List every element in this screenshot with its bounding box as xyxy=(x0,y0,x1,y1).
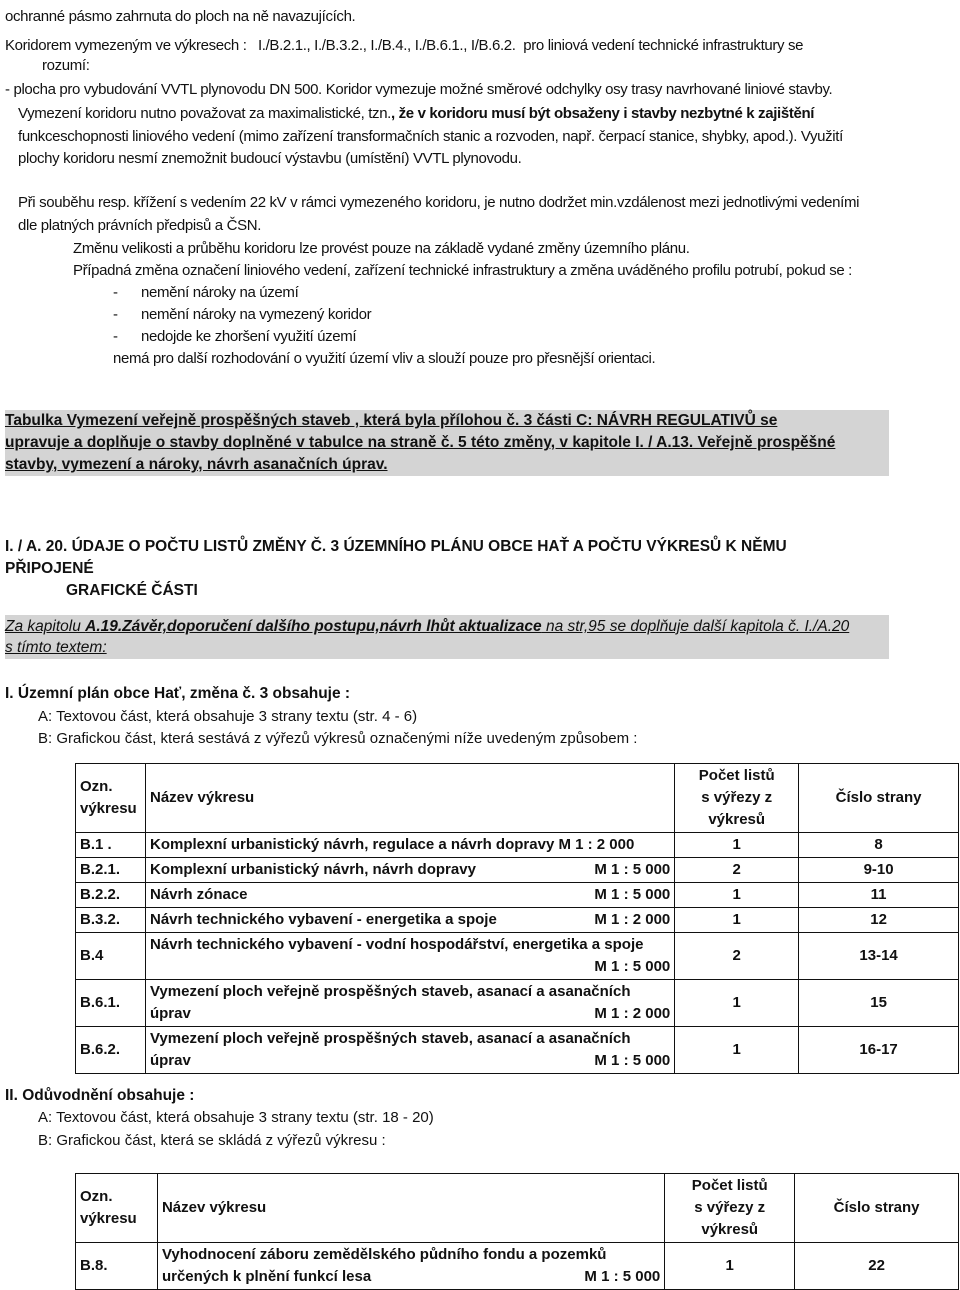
table-row: B.4 Návrh technického vybavení - vodní hospodářství, energetika a spoje M 1 : 5 000 2 13-14 xyxy=(76,933,959,980)
bullet-dash: - xyxy=(113,328,118,345)
bullet-dash: - xyxy=(113,306,118,323)
section-heading: PŘIPOJENÉ xyxy=(5,560,94,577)
text-line: plochy koridoru nesmí znemožnit budoucí výstavbu (umístění) VVTL plynovodu. xyxy=(18,150,522,167)
highlight-block xyxy=(5,410,889,476)
table-header-row xyxy=(76,764,959,833)
highlight-line: Tabulka Vymezení veřejně prospěšných staveb , která byla přílohou č. 3 části C: NÁVRH REGULATIVŮ se xyxy=(5,412,778,429)
bullet-dash: - xyxy=(113,284,118,301)
section-heading: GRAFICKÉ ČÁSTI xyxy=(66,582,198,599)
text-line: B: Grafickou část, která sestává z výřezů výkresů označenými níže uvedeným způsobem : xyxy=(38,730,638,747)
justification-table xyxy=(75,1173,959,1290)
highlight-line: upravuje a doplňuje o stavby doplněné v tabulce na straně č. 5 této změny, v kapitole I. / A.13. Veřejně prospěšné xyxy=(5,434,836,451)
header-cislo: Číslo strany xyxy=(799,764,959,833)
text-line: dle platných právních předpisů a ČSN. xyxy=(18,217,262,234)
header-nazev: Název výkresu xyxy=(145,764,674,833)
table-row: B.2.1. Komplexní urbanistický návrh, návrh dopravy M 1 : 5 000 2 9-10 xyxy=(76,858,959,883)
text-line: nemá pro další rozhodování o využití území vliv a slouží pouze pro přesnější orientaci. xyxy=(113,350,656,367)
text-line: funkceschopnosti liniového vedení (mimo zařízení transformačních stanic a rozvoden, např. čerpací stanice, shybky, apod.). Využití xyxy=(18,128,843,145)
text-line: Vymezení koridoru nutno považovat za maximalistické, tzn., že v koridoru musí být obsaženy i stavby nezbytné k zajištění xyxy=(18,105,815,122)
table-row: B.6.1. Vymezení ploch veřejně prospěšných staveb, asanací a asanačních úprav M 1 : 2 000 1 15 xyxy=(76,980,959,1027)
text-line: - plocha pro vybudování VVTL plynovodu DN 500. Koridor vymezuje možné směrové odchylky osy trasy navrhované liniové stavby. xyxy=(5,81,833,98)
bullet-item: nemění nároky na území xyxy=(141,284,299,301)
table-row: B.2.2. Návrh zónace M 1 : 5 000 1 11 xyxy=(76,883,959,908)
text-line: ochranné pásmo zahrnuta do ploch na ně navazujících. xyxy=(5,8,356,25)
highlight-line: Za kapitolu A.19.Závěr,doporučení dalšího postupu,návrh lhůt aktualizace na str,95 se doplňuje další kapitola č. I./A.20 xyxy=(5,618,850,635)
header-pocet: Počet listů s výřezy z výkresů xyxy=(675,764,799,833)
text-line: A: Textovou část, která obsahuje 3 strany textu (str. 4 - 6) xyxy=(38,708,418,725)
highlight-line: s tímto textem: xyxy=(5,639,107,656)
bullet-item: nemění nároky na vymezený koridor xyxy=(141,306,372,323)
text-line: Koridorem vymezeným ve výkresech : I./B.2.1., I./B.3.2., I./B.4., I./B.6.1., I/B.6.2. pro liniová vedení technické infrastruktury se xyxy=(5,37,804,54)
table-header-row xyxy=(76,1174,959,1243)
table-row: B.3.2. Návrh technického vybavení - energetika a spoje M 1 : 2 000 1 12 xyxy=(76,908,959,933)
highlight-block xyxy=(5,615,889,659)
text-line: rozumí: xyxy=(42,57,90,74)
header-nazev: Název výkresu xyxy=(157,1174,664,1243)
header-ozn: Ozn. výkresu xyxy=(76,1174,158,1243)
table-row: B.6.2. Vymezení ploch veřejně prospěšných staveb, asanací a asanačních úprav M 1 : 5 000 1 16-17 xyxy=(76,1027,959,1074)
header-cislo: Číslo strany xyxy=(795,1174,959,1243)
header-ozn: Ozn. výkresu xyxy=(76,764,146,833)
header-pocet: Počet listů s výřezy z výkresů xyxy=(665,1174,795,1243)
table-row: B.1 . Komplexní urbanistický návrh, regulace a návrh dopravy M 1 : 2 000 1 8 xyxy=(76,833,959,858)
highlight-line: stavby, vymezení a nároky, návrh asanačních úprav. xyxy=(5,456,388,473)
text-line: A: Textovou část, která obsahuje 3 strany textu (str. 18 - 20) xyxy=(38,1109,434,1126)
part-title: II. Odůvodnění obsahuje : xyxy=(5,1087,195,1104)
bullet-item: nedojde ke zhoršení využití území xyxy=(141,328,357,345)
table-row: B.8. Vyhodnocení záboru zemědělského půdního fondu a pozemků určených k plnění funkcí lesa M 1 : 5 000 1 22 xyxy=(76,1243,959,1290)
text-line: B: Grafickou část, která se skládá z výřezů výkresu : xyxy=(38,1132,386,1149)
drawings-table xyxy=(75,763,959,1074)
text-line: Změnu velikosti a průběhu koridoru lze provést pouze na základě vydané změny územního plánu. xyxy=(73,240,690,257)
text-line: Při souběhu resp. křížení s vedením 22 kV v rámci vymezeného koridoru, je nutno dodržet min.vzdálenost mezi jednotlivými vedeními xyxy=(18,194,860,211)
text-line: Případná změna označení liniového vedení, zařízení technické infrastruktury a změna uváděného profilu potrubí, pokud se : xyxy=(73,262,852,279)
section-heading: I. / A. 20. ÚDAJE O POČTU LISTŮ ZMĚNY Č. 3 ÚZEMNÍHO PLÁNU OBCE HAŤ A POČTU VÝKRESŮ K NĚMU xyxy=(5,538,787,555)
part-title: I. Územní plán obce Hať, změna č. 3 obsahuje : xyxy=(5,685,351,702)
